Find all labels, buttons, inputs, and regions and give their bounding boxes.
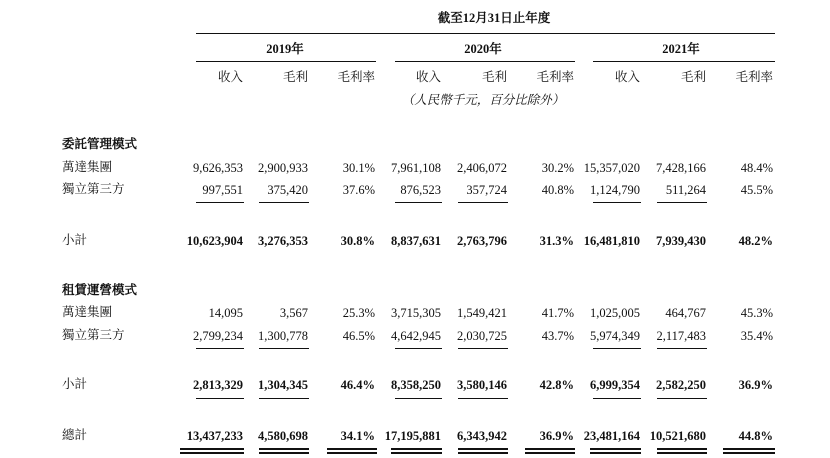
cell-2019-gross-profit: 4,580,698 <box>258 429 308 443</box>
col-label-gross-margin: 毛利率 <box>536 70 574 84</box>
cell-2020-margin: 40.8% <box>541 183 574 197</box>
cell-2020-margin: 36.9% <box>539 429 574 443</box>
cell-2019-revenue: 997,551 <box>202 183 243 197</box>
col-label-revenue: 收入 <box>217 70 243 84</box>
cell-2020-margin: 31.3% <box>539 234 574 248</box>
subtotal-rule <box>196 202 244 203</box>
year-rule-2021 <box>593 61 775 62</box>
cell-2021-gross-profit: 7,939,430 <box>656 234 706 248</box>
double-rule <box>525 452 575 454</box>
col-label-revenue: 收入 <box>614 70 640 84</box>
cell-2021-margin: 36.9% <box>738 378 773 392</box>
double-rule <box>391 448 442 450</box>
row-label: 小計 <box>62 377 88 391</box>
cell-2020-revenue: 4,642,945 <box>391 329 441 343</box>
col-label-gross-margin: 毛利率 <box>735 70 773 84</box>
subtotal-rule <box>458 348 508 349</box>
cell-2021-revenue: 23,481,164 <box>583 429 640 443</box>
cell-2020-margin: 41.7% <box>541 306 574 320</box>
double-rule <box>590 452 641 454</box>
cell-2021-revenue: 1,025,005 <box>590 306 640 320</box>
cell-2021-margin: 45.5% <box>740 183 773 197</box>
double-rule <box>180 448 244 450</box>
cell-2019-gross-profit: 1,304,345 <box>258 378 308 392</box>
cell-2020-gross-profit: 2,030,725 <box>457 329 507 343</box>
cell-2019-margin: 46.5% <box>342 329 375 343</box>
subtotal-rule <box>395 202 442 203</box>
cell-2021-margin: 48.2% <box>738 234 773 248</box>
cell-2021-margin: 44.8% <box>738 429 773 443</box>
year-rule-2019 <box>196 61 376 62</box>
cell-2019-margin: 30.1% <box>342 161 375 175</box>
cell-2020-margin: 43.7% <box>541 329 574 343</box>
subtotal-rule <box>458 202 508 203</box>
cell-2019-gross-profit: 3,567 <box>279 306 308 320</box>
cell-2021-gross-profit: 511,264 <box>665 183 706 197</box>
cell-2021-gross-profit: 2,117,483 <box>656 329 706 343</box>
cell-2020-margin: 42.8% <box>539 378 574 392</box>
cell-2021-gross-profit: 464,767 <box>665 306 706 320</box>
col-label-revenue: 收入 <box>415 70 441 84</box>
cell-2019-revenue: 10,623,904 <box>186 234 243 248</box>
double-rule <box>657 448 707 450</box>
cell-2019-margin: 37.6% <box>342 183 375 197</box>
cell-2020-margin: 30.2% <box>541 161 574 175</box>
year-header-2020: 2020年 <box>464 42 502 56</box>
cell-2019-gross-profit: 2,900,933 <box>258 161 308 175</box>
double-rule <box>525 448 575 450</box>
double-rule <box>590 448 641 450</box>
year-header-2021: 2021年 <box>662 42 700 56</box>
row-label: 萬達集團 <box>62 160 113 174</box>
double-rule <box>259 448 309 450</box>
total-rule <box>593 398 641 399</box>
row-label: 獨立第三方 <box>62 182 125 196</box>
double-rule <box>723 452 775 454</box>
col-label-gross-margin: 毛利率 <box>337 70 375 84</box>
year-rule-2020 <box>395 61 575 62</box>
period-rule <box>196 33 775 34</box>
row-label: 總計 <box>62 428 88 442</box>
cell-2019-revenue: 9,626,353 <box>193 161 243 175</box>
subtotal-rule <box>196 348 244 349</box>
cell-2019-margin: 30.8% <box>340 234 375 248</box>
cell-2021-margin: 35.4% <box>740 329 773 343</box>
cell-2019-revenue: 14,095 <box>208 306 243 320</box>
col-label-gross-profit: 毛利 <box>481 70 507 84</box>
total-rule <box>196 398 244 399</box>
cell-2019-margin: 46.4% <box>340 378 375 392</box>
subtotal-rule <box>259 202 309 203</box>
cell-2021-revenue: 5,974,349 <box>590 329 640 343</box>
total-rule <box>395 398 442 399</box>
cell-2020-gross-profit: 3,580,146 <box>457 378 507 392</box>
cell-2019-revenue: 2,813,329 <box>193 378 243 392</box>
subtotal-rule <box>593 202 641 203</box>
cell-2019-revenue: 13,437,233 <box>186 429 243 443</box>
period-title: 截至12月31日止年度 <box>437 11 551 25</box>
double-rule <box>657 452 707 454</box>
section-title: 租賃運營模式 <box>62 283 138 297</box>
cell-2020-revenue: 7,961,108 <box>391 161 441 175</box>
cell-2021-revenue: 16,481,810 <box>583 234 640 248</box>
double-rule <box>327 452 377 454</box>
cell-2021-gross-profit: 7,428,166 <box>656 161 706 175</box>
row-label: 獨立第三方 <box>62 328 125 342</box>
cell-2019-revenue: 2,799,234 <box>193 329 243 343</box>
cell-2019-margin: 34.1% <box>340 429 375 443</box>
cell-2019-gross-profit: 3,276,353 <box>258 234 308 248</box>
row-label: 小計 <box>62 233 88 247</box>
double-rule <box>458 448 508 450</box>
double-rule <box>327 448 377 450</box>
double-rule <box>391 452 442 454</box>
cell-2021-gross-profit: 2,582,250 <box>656 378 706 392</box>
subtotal-rule <box>657 348 707 349</box>
cell-2021-margin: 48.4% <box>740 161 773 175</box>
total-rule <box>259 398 309 399</box>
total-rule <box>458 398 508 399</box>
double-rule <box>723 448 775 450</box>
cell-2020-gross-profit: 6,343,942 <box>457 429 507 443</box>
cell-2020-gross-profit: 2,406,072 <box>457 161 507 175</box>
cell-2020-revenue: 3,715,305 <box>391 306 441 320</box>
cell-2020-revenue: 876,523 <box>400 183 441 197</box>
row-label: 萬達集團 <box>62 305 113 319</box>
cell-2019-gross-profit: 375,420 <box>267 183 308 197</box>
double-rule <box>180 452 244 454</box>
total-rule <box>657 398 707 399</box>
subtotal-rule <box>593 348 641 349</box>
cell-2021-revenue: 1,124,790 <box>590 183 640 197</box>
cell-2021-revenue: 6,999,354 <box>590 378 640 392</box>
unit-note: （人民幣千元，百分比除外） <box>401 93 565 107</box>
cell-2020-revenue: 8,358,250 <box>391 378 441 392</box>
cell-2020-gross-profit: 357,724 <box>466 183 507 197</box>
cell-2020-revenue: 8,837,631 <box>391 234 441 248</box>
cell-2019-gross-profit: 1,300,778 <box>258 329 308 343</box>
cell-2021-gross-profit: 10,521,680 <box>649 429 706 443</box>
year-header-2019: 2019年 <box>266 42 304 56</box>
cell-2020-gross-profit: 2,763,796 <box>457 234 507 248</box>
cell-2019-margin: 25.3% <box>342 306 375 320</box>
double-rule <box>259 452 309 454</box>
col-label-gross-profit: 毛利 <box>680 70 706 84</box>
double-rule <box>458 452 508 454</box>
cell-2021-revenue: 15,357,020 <box>583 161 640 175</box>
cell-2020-gross-profit: 1,549,421 <box>457 306 507 320</box>
subtotal-rule <box>657 202 707 203</box>
cell-2020-revenue: 17,195,881 <box>384 429 441 443</box>
col-label-gross-profit: 毛利 <box>282 70 308 84</box>
subtotal-rule <box>259 348 309 349</box>
subtotal-rule <box>395 348 442 349</box>
section-title: 委託管理模式 <box>62 137 138 151</box>
cell-2021-margin: 45.3% <box>740 306 773 320</box>
